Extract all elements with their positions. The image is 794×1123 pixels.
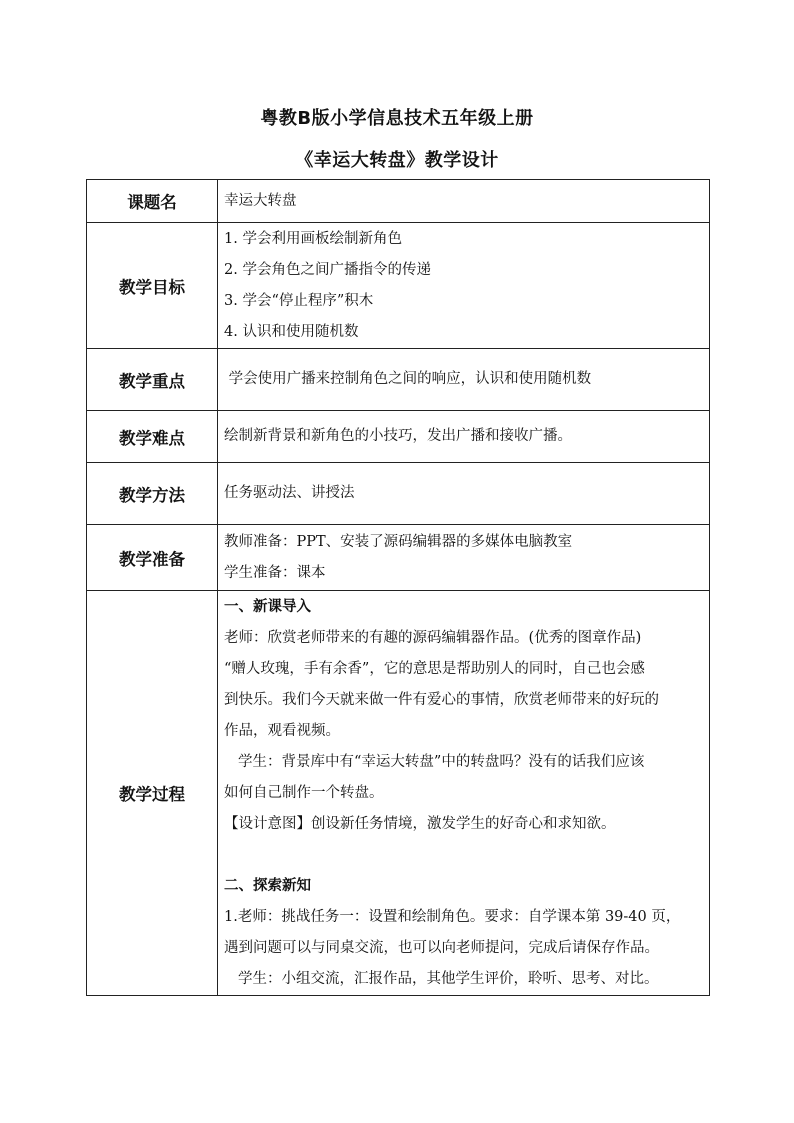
row-label-difficulties: 教学难点 (87, 411, 218, 463)
intro-paragraph-2-line-1: “赠人玫瑰，手有余香”，它的意思是帮助别人的同时，自己也会感 (224, 660, 645, 677)
explore-paragraph-1-line-1: 1.老师：挑战任务一：设置和绘制角色。要求：自学课本第 39-40 页， (224, 908, 681, 925)
row-label-key-points: 教学重点 (87, 349, 218, 411)
intro-paragraph-2-line-3: 作品，观看视频。 (224, 722, 340, 739)
student-preparation: 学生准备：课本 (224, 564, 326, 581)
row-label-process: 教学过程 (87, 591, 218, 996)
goal-item: 2. 学会角色之间广播指令的传递 (224, 261, 431, 278)
intro-paragraph-2-line-2: 到快乐。我们今天就来做一件有爱心的事情，欣赏老师带来的好玩的 (224, 691, 659, 708)
row-label-topic: 课题名 (87, 180, 218, 223)
section-heading-intro: 一、新课导入 (224, 598, 311, 615)
table-row-goals (87, 223, 710, 349)
explore-paragraph-1-line-2: 遇到问题可以与同桌交流，也可以向老师提问，完成后请保存作品。 (224, 939, 659, 956)
row-value-difficulties: 绘制新背景和新角色的小技巧，发出广播和接收广播。 (218, 411, 710, 463)
row-value-key-points: 学会使用广播来控制角色之间的响应，认识和使用随机数 (218, 349, 710, 411)
row-value-preparation (218, 525, 710, 591)
row-value-methods: 任务驱动法、讲授法 (218, 463, 710, 525)
row-label-preparation: 教学准备 (87, 525, 218, 591)
document-title: 粤教B版小学信息技术五年级上册 (260, 108, 534, 129)
table-row-process (87, 591, 710, 996)
row-value-topic: 幸运大转盘 (218, 180, 710, 223)
document-subtitle: 《幸运大转盘》教学设计 (295, 150, 499, 171)
row-value-process (218, 591, 710, 996)
explore-paragraph-2: 学生：小组交流，汇报作品，其他学生评价，聆听、思考、对比。 (238, 970, 659, 987)
table-row-preparation (87, 525, 710, 591)
spacer (224, 840, 703, 871)
row-label-goals: 教学目标 (87, 223, 218, 349)
table-row-methods (87, 463, 710, 525)
row-label-methods: 教学方法 (87, 463, 218, 525)
intro-paragraph-1: 老师：欣赏老师带来的有趣的源码编辑器作品。(优秀的图章作品) (224, 629, 642, 646)
design-intent: 【设计意图】创设新任务情境，激发学生的好奇心和求知欲。 (224, 815, 616, 832)
row-value-goals (218, 223, 710, 349)
table-row-key-points (87, 349, 710, 411)
goal-item: 3. 学会“停止程序”积木 (224, 292, 374, 309)
table-row-difficulties (87, 411, 710, 463)
section-heading-explore: 二、探索新知 (224, 877, 311, 894)
lesson-plan-table (86, 179, 710, 996)
table-row-topic (87, 180, 710, 223)
intro-paragraph-3-line-2: 如何自己制作一个转盘。 (224, 784, 384, 801)
goal-item: 1. 学会利用画板绘制新角色 (224, 230, 402, 247)
goal-item: 4. 认识和使用随机数 (224, 323, 359, 340)
teacher-preparation: 教师准备：PPT、安装了源码编辑器的多媒体电脑教室 (224, 533, 573, 550)
intro-paragraph-3-line-1: 学生：背景库中有“幸运大转盘”中的转盘吗？没有的话我们应该 (238, 753, 645, 770)
